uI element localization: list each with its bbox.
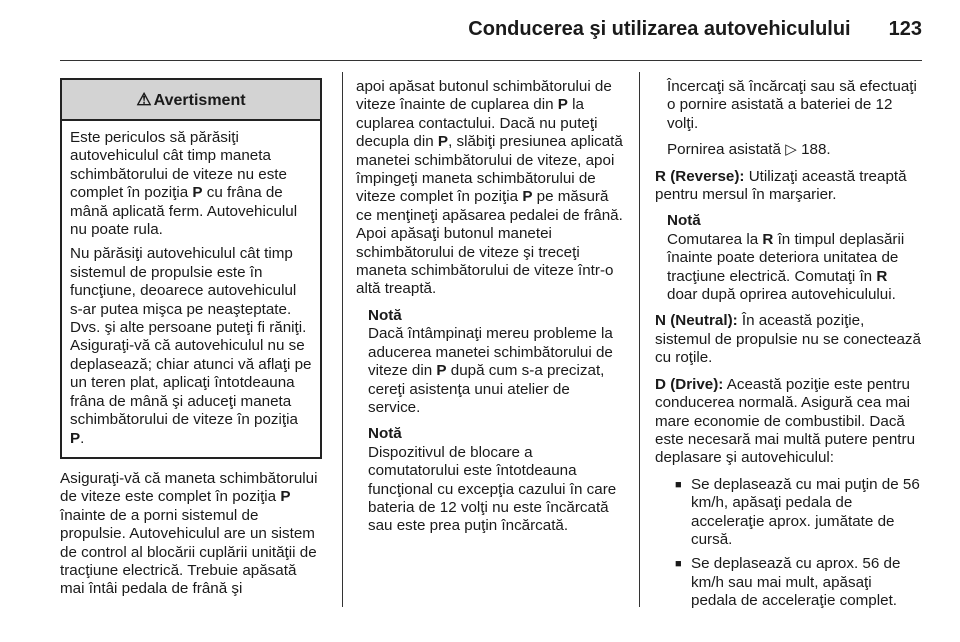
warning-title: Avertisment	[153, 92, 246, 109]
gear-r: R	[876, 267, 888, 285]
text: în timpul deplasării înainte poate deteriora unitatea de tracţiune electrică. Comutaţi în	[667, 230, 905, 285]
text: Dacă întâmpinaţi mereu probleme la aducerea manetei schimbătorului de viteze din	[368, 325, 613, 380]
paragraph	[667, 141, 921, 159]
paragraph	[356, 78, 624, 299]
text: apoi apăsat butonul schimbătorului de viteze înainte de cuplarea din	[356, 78, 612, 114]
column-3	[655, 78, 921, 617]
text: În această poziţie, sistemul de propulsie nu se conectează cu roţile.	[655, 312, 921, 367]
bullet-square-icon: ■	[675, 478, 682, 491]
bullet-square-icon: ■	[675, 558, 682, 571]
paragraph-reverse	[655, 168, 921, 205]
text: Comutarea la	[667, 230, 763, 248]
text: pe măsură ce menţineţi apăsarea pedalei de frână. Apoi apăsaţi butonul manetei schimbătorului de viteze şi treceţi maneta schimbătorului de viteze într-o altă treaptă.	[356, 188, 623, 298]
note-title: Notă	[667, 212, 701, 230]
text: Asiguraţi-vă că maneta schimbătorului de viteze este complet în poziţia	[60, 470, 318, 506]
term-reverse: R (Reverse):	[655, 167, 745, 185]
paragraph-drive	[655, 376, 921, 468]
gear-p: P	[522, 188, 533, 206]
note-title: Notă	[368, 425, 402, 443]
term-drive: D (Drive):	[655, 375, 724, 393]
paragraph-neutral	[655, 312, 921, 367]
text: Utilizaţi această treaptă pentru mersul în marşarier.	[655, 167, 907, 204]
note-text	[667, 231, 921, 305]
paragraph	[60, 470, 324, 599]
list-item-text: Se deplasează cu mai puţin de 56 km/h, apăsaţi pedala de acceleraţie aprox. jumătate de cursă.	[691, 475, 920, 548]
page-reference-arrow-icon: ▷	[785, 141, 797, 159]
text: Este periculos să părăsiţi autovehiculul cât timp maneta schimbătorului de viteze nu este complet în poziţia	[70, 129, 287, 202]
column-divider-2	[639, 72, 640, 607]
warning-triangle-icon: ⚠	[136, 90, 152, 109]
warning-box	[60, 78, 322, 459]
text: după cum s-a precizat, cereţi asistenţa unui atelier de service.	[368, 362, 605, 416]
text: cu frâna de mână aplicată ferm. Autovehiculul nu poate rula.	[70, 184, 298, 239]
warning-header	[62, 80, 320, 121]
gear-p: P	[437, 133, 449, 151]
note-text: Dispozitivul de blocare a comutatorului este întotdeauna funcţional cu excepţia cazului în care bateria de 12 volţi nu este încărcată sau este prea puţin încărcată.	[368, 443, 617, 535]
gear-r: R	[762, 230, 774, 248]
gear-p: P	[192, 184, 203, 202]
term-neutral: N (Neutral):	[655, 312, 738, 330]
text: Nu părăsiţi autovehiculul cât timp sistemul de propulsie este în funcţiune, deoarece autovehiculul s-ar putea mişca pe neaşteptate. Dvs. şi alte persoane puteţi fi răniţi. Asiguraţi-vă că autovehiculul nu se deplasează; chiar atunci vă aflaţi pe un teren plat, aplicaţi întotdeauna frâna de mână şi aduceţi maneta schimbătorului de viteze în poziţia	[70, 245, 312, 429]
text: , slăbiţi presiunea aplicată manetei schimbătorului de viteze, apoi împingeţi maneta schimbătorului de viteze complet în poziţia	[356, 133, 623, 206]
gear-p: P	[280, 488, 291, 506]
text: Această poziţie este pentru conducerea normală. Asigură cea mai mare economie de combustibil. Dacă este necesară mai multă putere pentru deplasare şi autovehiculul:	[655, 375, 916, 467]
column-1	[60, 470, 324, 607]
warning-paragraph	[70, 245, 312, 447]
column-divider-1	[342, 72, 343, 607]
note-block	[368, 307, 624, 536]
text: .	[80, 429, 85, 447]
gear-p: P	[436, 362, 447, 380]
warning-body	[62, 121, 320, 448]
list-item	[675, 476, 921, 550]
text: doar după oprirea autovehiculului.	[667, 286, 896, 304]
note-title: Notă	[368, 306, 402, 324]
list-item	[675, 555, 921, 610]
column-2	[356, 78, 624, 544]
page-header	[0, 18, 922, 41]
gear-p: P	[70, 429, 81, 447]
intro-block	[667, 78, 921, 160]
gear-p: P	[557, 96, 568, 114]
note-text	[368, 325, 624, 417]
list-item-text: Se deplasează cu aprox. 56 de km/h sau mai mult, apăsaţi pedala de acceleraţie complet.	[691, 555, 901, 610]
text: 188.	[796, 141, 831, 159]
paragraph: Încercaţi să încărcaţi sau să efectuaţi o pornire asistată a bateriei de 12 volţi.	[667, 78, 917, 132]
page-title: Conducerea şi utilizarea autovehiculului	[468, 18, 851, 40]
header-rule	[60, 60, 922, 61]
page-number: 123	[888, 18, 922, 40]
text: înainte de a porni sistemul de propulsie. Autovehiculul are un sistem de control al blocării cuplării unităţii de tracţiune electrică. Trebuie apăsată mai întâi pedala de frână şi	[60, 506, 317, 598]
warning-paragraph	[70, 129, 312, 239]
text: la cuplarea contactului. Dacă nu puteţi decupla din	[356, 96, 598, 151]
note-block	[667, 212, 921, 304]
text: Pornirea asistată	[667, 141, 786, 159]
